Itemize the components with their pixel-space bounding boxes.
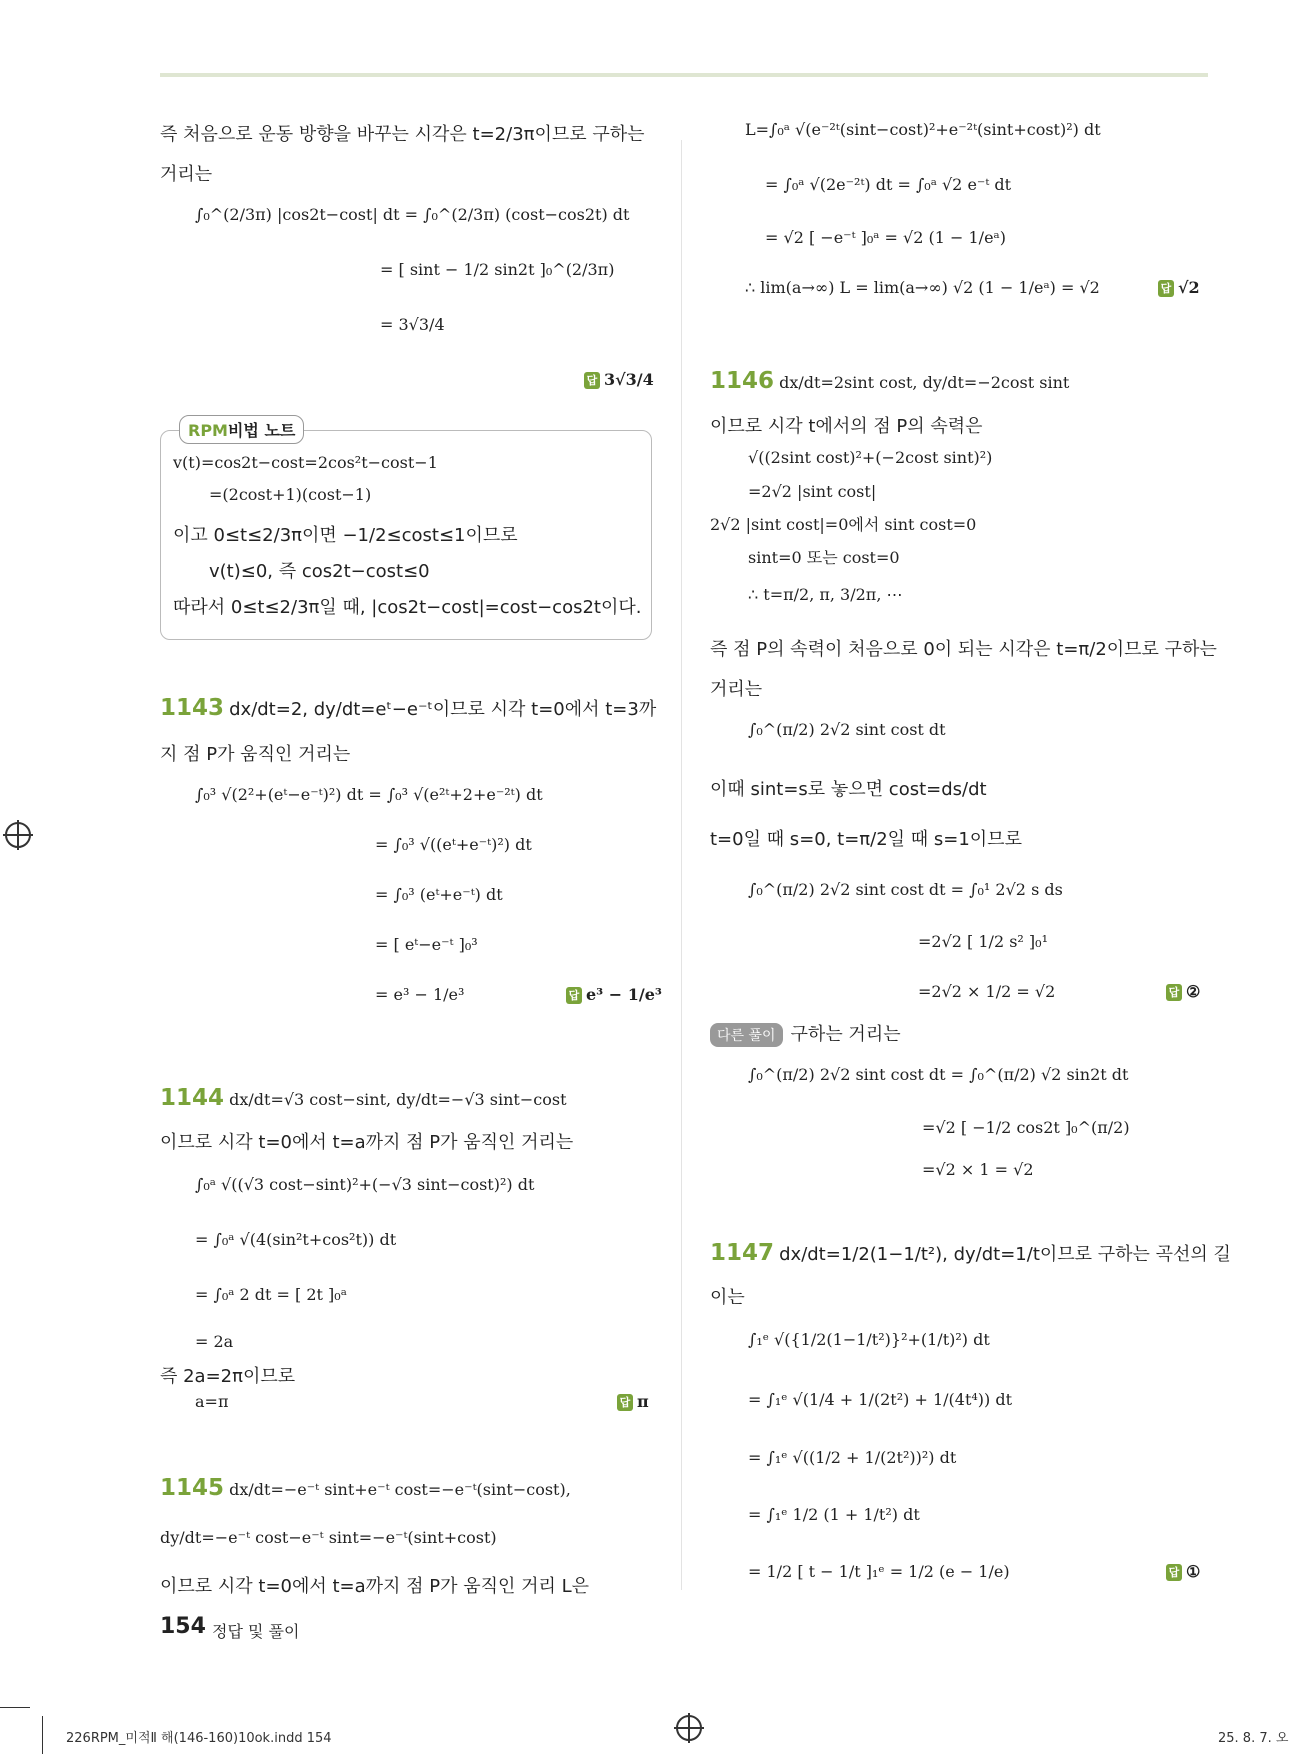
- alt-solution-head: 다른 풀이 구하는 거리는: [710, 1020, 901, 1047]
- p1146-calc-3: 2√2 |sint cost|=0에서 sint cost=0: [710, 515, 977, 534]
- note-line-5: 따라서 0≤t≤2/3π일 때, |cos2t−cost|=cost−cos2t이다.: [173, 597, 642, 618]
- p1145-calc-4: ∴ lim(a→∞) L = lim(a→∞) √2 (1 − 1/eᵃ) = √2: [745, 278, 1100, 297]
- problem-1146-text: 이므로 시각 t에서의 점 P의 속력은: [710, 416, 983, 437]
- alt-calc-3: =√2 × 1 = √2: [922, 1160, 1034, 1179]
- calc1-line-2: = [ sint − 1/2 sin2t ]₀^(2/3π): [380, 260, 615, 279]
- problem-1146-head: 1146 dx/dt=2sint cost, dy/dt=−2cost sint: [710, 368, 1070, 394]
- note-line-4: v(t)≤0, 즉 cos2t−cost≤0: [209, 561, 430, 582]
- alt-solution-badge: 다른 풀이: [710, 1023, 783, 1047]
- page-section-label: 정답 및 풀이: [212, 1622, 300, 1641]
- p1146-calc2-2: =2√2 [ 1/2 s² ]₀¹: [918, 932, 1048, 951]
- rpm-note-title: RPM비법 노트: [179, 415, 304, 444]
- rpm-note-box: [160, 421, 652, 640]
- p1143-calc-4: = [ eᵗ−e⁻ᵗ ]₀³: [375, 935, 478, 954]
- p1147-calc-1: ∫₁ᵉ √({1/2(1−1/t²)}²+(1/t)²) dt: [748, 1330, 990, 1349]
- intro-line-2: 거리는: [160, 164, 213, 185]
- p1146-calc-5: ∴ t=π/2, π, 3/2π, ⋯: [748, 585, 903, 604]
- p1144-tail-1: 즉 2a=2π이므로: [160, 1366, 296, 1387]
- p1143-calc-5: = e³ − 1/e³: [375, 985, 465, 1004]
- page-number: 154: [160, 1614, 206, 1639]
- answer-1146: 답 ②: [1166, 982, 1200, 1001]
- p1144-calc-4: = 2a: [195, 1332, 234, 1351]
- problem-1145-text: 이므로 시각 t=0에서 t=a까지 점 P가 움직인 거리 L은: [160, 1576, 590, 1597]
- p1146-calc-1: √((2sint cost)²+(−2cost sint)²): [748, 448, 993, 467]
- intro-line-1: 즉 처음으로 운동 방향을 바꾸는 시각은 t=2/3π이므로 구하는: [160, 124, 645, 145]
- problem-1144-head: 1144 dx/dt=√3 cost−sint, dy/dt=−√3 sint−cost: [160, 1085, 567, 1111]
- p1144-calc-2: = ∫₀ᵃ √(4(sin²t+cos²t)) dt: [195, 1230, 397, 1249]
- answer-1147: 답 ①: [1166, 1562, 1200, 1581]
- calc1-line-1: ∫₀^(2/3π) |cos2t−cost| dt = ∫₀^(2/3π) (cost−cos2t) dt: [195, 205, 630, 224]
- answer-badge: 답: [584, 372, 600, 389]
- p1144-calc-1: ∫₀ᵃ √((√3 cost−sint)²+(−√3 sint−cost)²) dt: [195, 1175, 535, 1194]
- p1145-calc-3: = √2 [ −e⁻ᵗ ]₀ᵃ = √2 (1 − 1/eᵃ): [765, 228, 1006, 247]
- p1147-calc-3: = ∫₁ᵉ √((1/2 + 1/(2t²))²) dt: [748, 1448, 957, 1467]
- p1143-calc-2: = ∫₀³ √((eᵗ+e⁻ᵗ)²) dt: [375, 835, 532, 854]
- p1146-calc-4: sint=0 또는 cost=0: [748, 548, 900, 567]
- note-line-1: v(t)=cos2t−cost=2cos²t−cost−1: [173, 453, 438, 472]
- p1143-calc-3: = ∫₀³ (eᵗ+e⁻ᵗ) dt: [375, 885, 503, 904]
- problem-1145-line2: dy/dt=−e⁻ᵗ cost−e⁻ᵗ sint=−e⁻ᵗ(sint+cost): [160, 1528, 497, 1547]
- problem-1144-text: 이므로 시각 t=0에서 t=a까지 점 P가 움직인 거리는: [160, 1132, 574, 1153]
- p1143-calc-1: ∫₀³ √(2²+(eᵗ−e⁻ᵗ)²) dt = ∫₀³ √(e²ᵗ+2+e⁻²ᵗ) dt: [195, 785, 543, 804]
- calc1-line-3: = 3√3/4: [380, 315, 445, 334]
- crop-mark: [0, 1707, 30, 1708]
- problem-1143-text: 지 점 P가 움직인 거리는: [160, 744, 351, 765]
- p1146-integral: ∫₀^(π/2) 2√2 sint cost dt: [748, 720, 946, 739]
- note-line-3: 이고 0≤t≤2/3π이면 −1/2≤cost≤1이므로: [173, 525, 518, 546]
- print-file-info: 226RPM_미적Ⅱ 해(146-160)10ok.indd 154: [66, 1731, 332, 1746]
- p1146-calc2-1: ∫₀^(π/2) 2√2 sint cost dt = ∫₀¹ 2√2 s ds: [748, 880, 1063, 899]
- note-line-2: =(2cost+1)(cost−1): [209, 485, 372, 504]
- p1146-text2-2: 거리는: [710, 679, 763, 700]
- answer-1145: 답 √2: [1158, 278, 1200, 297]
- answer-1143: 답 e³ − 1/e³: [566, 985, 662, 1004]
- alt-calc-1: ∫₀^(π/2) 2√2 sint cost dt = ∫₀^(π/2) √2 sin2t dt: [748, 1065, 1129, 1084]
- problem-1147-head: 1147 dx/dt=1/2(1−1/t²), dy/dt=1/t이므로 구하는 곡선의 길: [710, 1240, 1231, 1266]
- p1146-sub-2: t=0일 때 s=0, t=π/2일 때 s=1이므로: [710, 829, 1022, 850]
- alt-calc-2: =√2 [ −1/2 cos2t ]₀^(π/2): [922, 1118, 1130, 1137]
- p1144-calc-3: = ∫₀ᵃ 2 dt = [ 2t ]₀ᵃ: [195, 1285, 347, 1304]
- p1145-calc-1: L=∫₀ᵃ √(e⁻²ᵗ(sint−cost)²+e⁻²ᵗ(sint+cost)²) dt: [745, 120, 1101, 139]
- header-rule: [160, 73, 1208, 77]
- registration-mark-left-icon: [5, 822, 31, 848]
- column-divider: [681, 140, 682, 1590]
- p1146-sub-1: 이때 sint=s로 놓으면 cost=ds/dt: [710, 779, 987, 800]
- registration-mark-bottom-icon: [676, 1715, 702, 1741]
- answer-1142: 답 3√3/4: [584, 370, 654, 389]
- answer-1144: 답 π: [617, 1392, 649, 1411]
- print-date: 25. 8. 7. 오: [1218, 1731, 1289, 1746]
- p1146-calc2-3: =2√2 × 1/2 = √2: [918, 982, 1056, 1001]
- p1146-text2-1: 즉 점 P의 속력이 처음으로 0이 되는 시각은 t=π/2이므로 구하는: [710, 639, 1217, 660]
- problem-1147-text: 이는: [710, 1287, 745, 1308]
- p1147-calc-4: = ∫₁ᵉ 1/2 (1 + 1/t²) dt: [748, 1505, 920, 1524]
- crop-mark: [42, 1716, 43, 1754]
- p1147-calc-5: = 1/2 [ t − 1/t ]₁ᵉ = 1/2 (e − 1/e): [748, 1562, 1010, 1581]
- p1146-calc-2: =2√2 |sint cost|: [748, 482, 877, 501]
- p1147-calc-2: = ∫₁ᵉ √(1/4 + 1/(2t²) + 1/(4t⁴)) dt: [748, 1390, 1013, 1409]
- p1144-tail-2: a=π: [195, 1392, 229, 1411]
- p1145-calc-2: = ∫₀ᵃ √(2e⁻²ᵗ) dt = ∫₀ᵃ √2 e⁻ᵗ dt: [765, 175, 1012, 194]
- problem-1143-head: 1143 dx/dt=2, dy/dt=eᵗ−e⁻ᵗ이므로 시각 t=0에서 t=3까: [160, 695, 657, 721]
- problem-1145-head: 1145 dx/dt=−e⁻ᵗ sint+e⁻ᵗ cost=−e⁻ᵗ(sint−cost),: [160, 1475, 571, 1501]
